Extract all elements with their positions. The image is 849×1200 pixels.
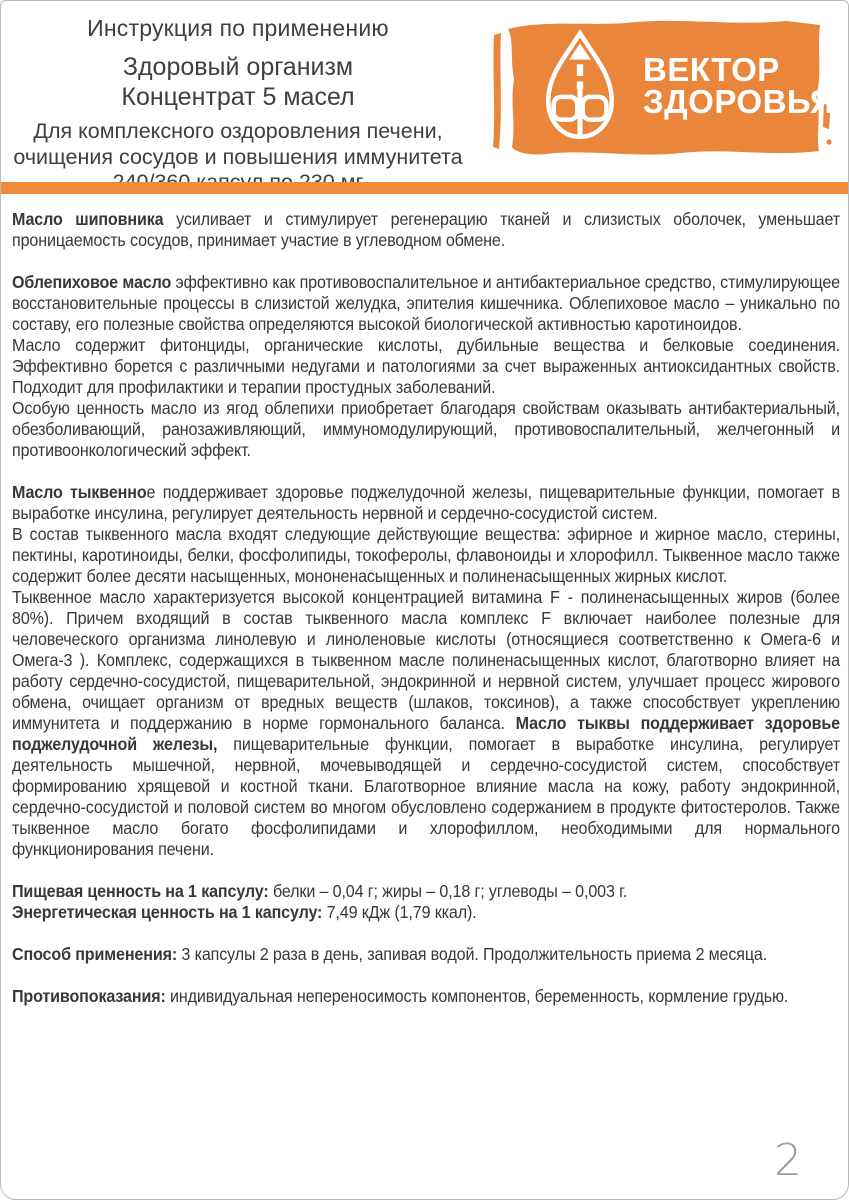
energy-label: Энергетическая ценность на 1 капсулу: <box>12 902 323 922</box>
paragraph <box>12 482 840 524</box>
brand-name-line2: ЗДОРОВЬЯ <box>643 82 835 120</box>
paragraph: В состав тыквенного масла входят следующие действующие вещества: эфирное и жирное масло, стерины, пектины, каротиноиды, белки, фосфолипиды, токоферолы, флавоноиды и хлорофилл. Тыквенное масло также содержит более десяти насыщенных, мононенасыщенных и полиненасыщенных жирных кислот. <box>12 524 840 586</box>
contraindications-text: индивидуальная непереносимость компонентов, беременность, кормление грудью. <box>165 986 789 1006</box>
paragraph <box>12 272 840 335</box>
section-lead: Масло шиповника <box>12 209 164 229</box>
paragraph <box>12 944 840 965</box>
paragraph <box>12 986 840 1007</box>
section-text: е поддерживает здоровье поджелудочной железы, пищеварительные функции, помогает в выработке инсулина, регулирует деятельность нервной и сердечно-сосудистой систем. <box>12 482 840 523</box>
section-text: Тыквенное масло характеризуется высокой концентрацией витамина F - полиненасыщенных жиров (более 80%). Причем входящий в состав тыквенного масла комплекс F включает наиболее полезные для человеческого организма линолевую и линоленовые кислоты (относящиеся соответственно к Омега-6 и Омега-3 ). Комплекс, содержащихся в тыквенном масле полиненасыщенных кислот, благотворно влияет на работу сердечно-сосудистой, пищеварительной, эндокринной и нервной систем, улучшает процесс жирового обмена, очищает организм от вредных веществ (шлаков, токсинов), а также способствует укреплению иммунитета и поддержанию в норме гормонального баланса. <box>12 587 840 733</box>
usage-label: Способ применения: <box>12 944 178 964</box>
contraindications-label: Противопоказания: <box>12 986 166 1006</box>
section-pumpkin-oil <box>12 482 840 860</box>
nutrition-label: Пищевая ценность на 1 капсулу: <box>12 881 269 901</box>
brand-name-line1: ВЕКТОР <box>643 50 780 88</box>
page-number: 2 <box>774 1135 802 1186</box>
brand-logo <box>486 9 834 162</box>
page-title: Инструкция по применению <box>87 15 389 41</box>
paragraph <box>12 587 840 860</box>
section-sea-buckthorn-oil <box>12 272 840 461</box>
sprout-arrow-drop-icon <box>534 27 626 145</box>
section-text: усиливает и стимулирует регенерацию тканей и слизистых оболочек, уменьшает проницаемость сосудов, принимает участие в углеводном обмене. <box>12 209 841 250</box>
header <box>9 15 467 196</box>
nutrition-value: белки – 0,04 г; жиры – 0,18 г; углеводы – 0,003 г. <box>268 881 628 901</box>
logo-content <box>486 9 834 162</box>
paragraph <box>12 209 840 251</box>
body-text <box>12 195 840 1007</box>
section-nutrition-value <box>12 881 840 923</box>
section-text: эффективно как противовоспалительное и антибактериальное средство, стимулирующее восстановительные процессы в слизистой желудка, эпителия кишечника. Облепиховое масло – уникально по составу, его полезные свойства определяются высокой биологической активностью каротиноидов. <box>12 272 841 334</box>
section-lead: Облепиховое масло <box>12 272 172 292</box>
section-lead: Масло тыквенно <box>12 482 147 502</box>
section-rosehip-oil <box>12 209 840 251</box>
energy-line <box>12 902 840 923</box>
product-purpose-line1: Для комплексного оздоровления печени, <box>33 119 443 143</box>
product-purpose-line2: очищения сосудов и повышения иммунитета <box>13 144 463 169</box>
paragraph: Особую ценность масло из ягод облепихи приобретает благодаря свойствам оказывать антибактериальный, обезболивающий, ранозаживляющий, иммуномодулирующий, противовоспалительный, желчегонный и противоонкологический эффект. <box>12 398 840 460</box>
product-name: Здоровый организм <box>122 53 354 81</box>
nutrition-line <box>12 881 840 902</box>
product-subname: Концентрат 5 масел <box>121 83 355 111</box>
inline-bold: Масло тыквы поддерживает здоровье поджелудочной железы, <box>12 713 841 754</box>
usage-text: 3 капсулы 2 раза в день, запивая водой. Продолжительность приема 2 месяца. <box>177 944 768 964</box>
section-contraindications <box>12 986 840 1007</box>
brand-name <box>643 50 835 120</box>
energy-value: 7,49 кДж (1,79 ккал). <box>322 902 477 922</box>
section-usage <box>12 944 840 965</box>
paragraph: Масло содержит фитонциды, органические кислоты, дубильные вещества и белковые соединения. Эффективно борется с различными недугами и патологиями за счет выраженных антиоксидантных свойств. Подходит для профилактики и терапии простудных заболеваний. <box>12 335 840 397</box>
orange-divider <box>1 182 848 194</box>
section-text: пищеварительные функции, помогает в выработке инсулина, регулирует деятельность мышечной, нервной, мочевыводящей и сердечно-сосудистой систем, способствует формированию хрящевой и костной ткани. Благотворное влияние масла на кожу, работу эндокринной, сердечно-сосудистой и половой систем во многом обусловлено содержанием в продукте фитостеролов. Также тыквенное масло богато фосфолипидами и хлорофиллом, необходимыми для нормального функционирования печени. <box>12 734 840 859</box>
